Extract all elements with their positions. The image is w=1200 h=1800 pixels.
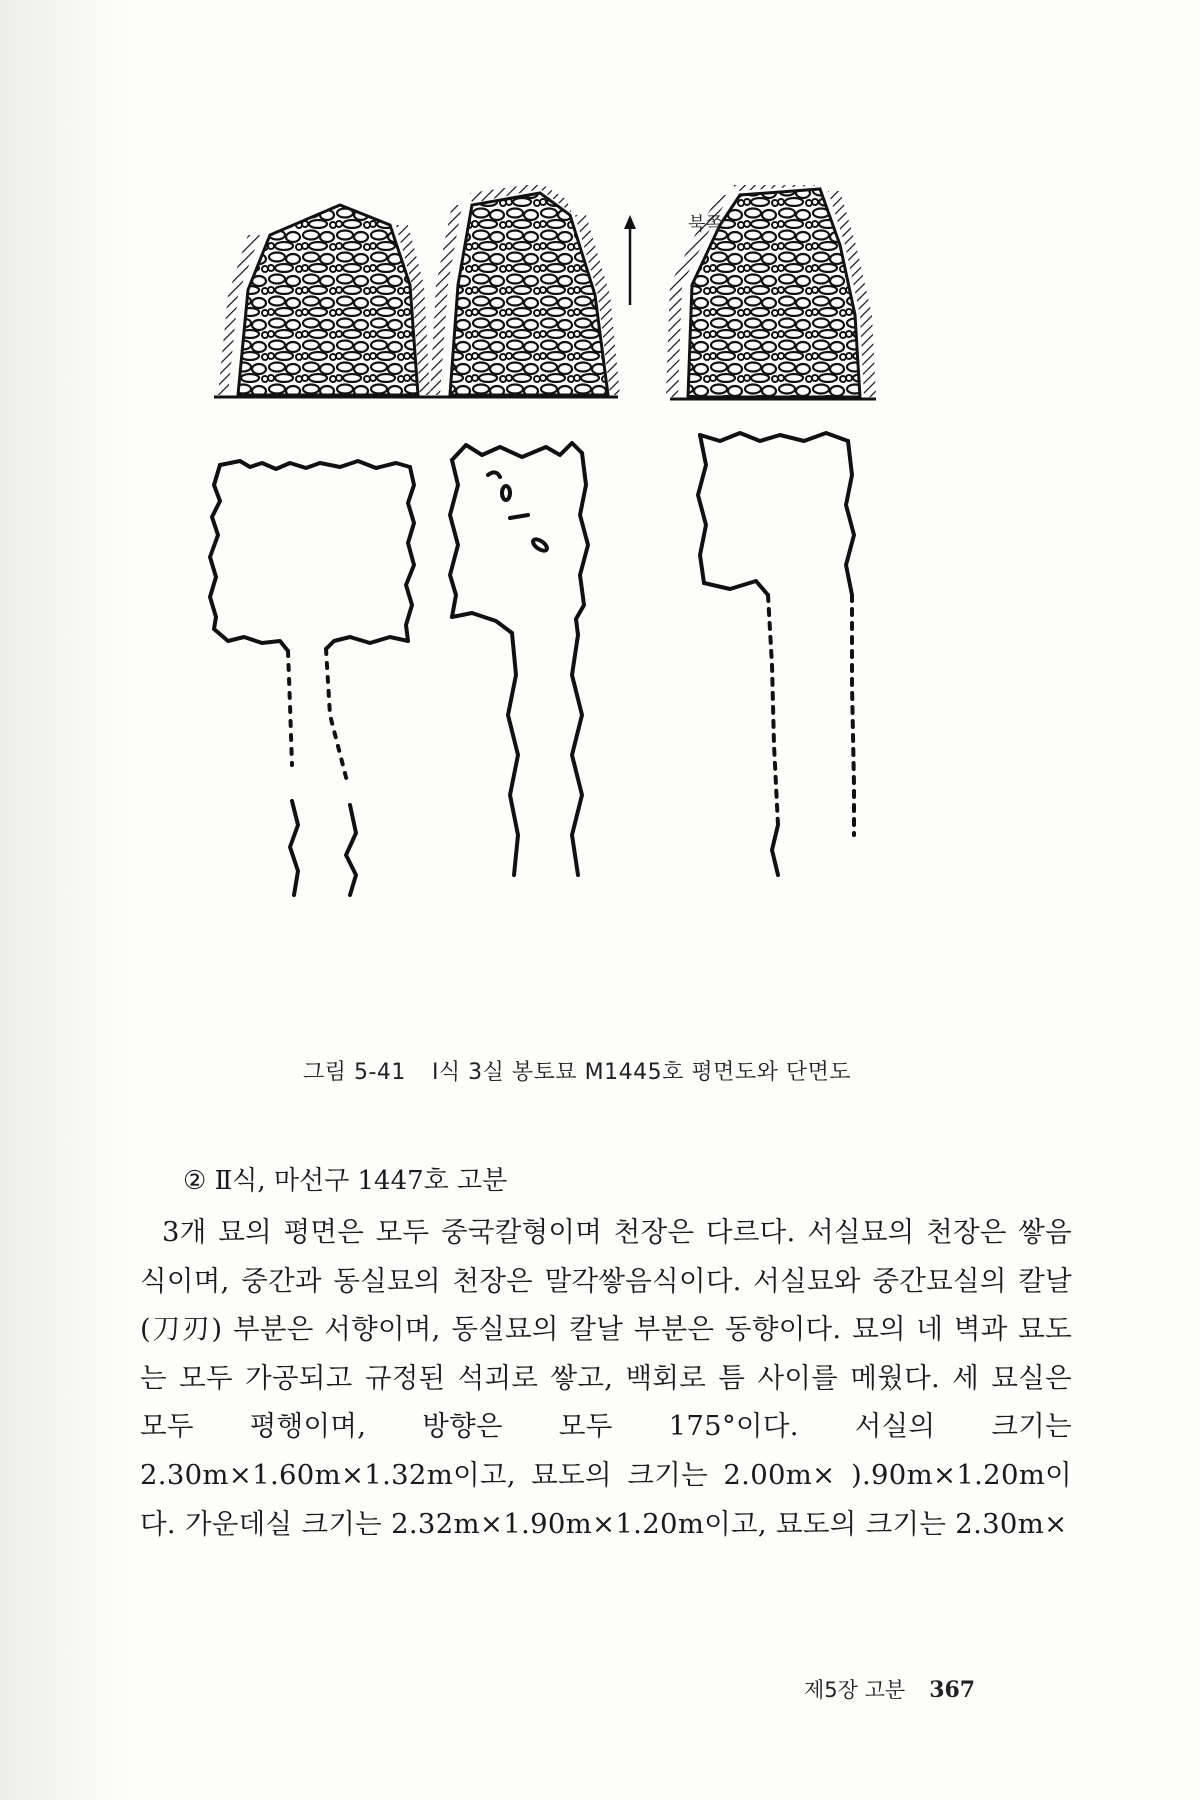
section-west bbox=[214, 205, 436, 397]
section-middle bbox=[430, 185, 620, 397]
body-paragraph: 3개 묘의 평면은 모두 중국칼형이며 천장은 다르다. 서실묘의 천장은 쌓음식이며, 중간과 동실묘의 천장은 말각쌓음식이다. 서실묘와 중간묘실의 칼날(刀刃) 부분은 서향이며, 동실묘의 칼날 부분은 동향이다. 묘의 네 벽과 묘도는 모두 가공되고 규정된 석괴로 쌓고, 백회로 틈 사이를 메웠다. 세 묘실은 모두 평행이며, 방향은 모두 175°이다. 서실의 크기는 2.30m×1.60m×1.32m이고, 묘도의 크기는 2.00m× ).90m×1.20m이다. 가운데실 크기는 2.32m×1.90m×1.20m이고, 묘도의 크기는 2.30m× bbox=[140, 1216, 1072, 1540]
figure-caption bbox=[303, 1055, 1003, 1086]
chapter-label: 제5장 고분 bbox=[804, 1678, 906, 1702]
page-number: 367 bbox=[929, 1677, 976, 1703]
plan-east bbox=[698, 433, 854, 875]
north-arrow bbox=[624, 215, 636, 305]
figure-caption-text: Ⅰ식 3실 봉토묘 M1445호 평면도와 단면도 bbox=[431, 1060, 852, 1085]
figure-number: 그림 5-41 bbox=[303, 1060, 406, 1085]
running-footer bbox=[804, 1674, 975, 1704]
north-label: 북쪽 bbox=[688, 214, 723, 235]
plan-west bbox=[210, 461, 414, 895]
page-edge-shadow bbox=[0, 0, 130, 1800]
tomb-drawing bbox=[200, 185, 1000, 1045]
section-heading: ② Ⅱ식, 마선구 1447호 고분 bbox=[183, 1166, 508, 1196]
figure-tomb-plans bbox=[200, 185, 1000, 1045]
plan-middle bbox=[450, 443, 588, 875]
